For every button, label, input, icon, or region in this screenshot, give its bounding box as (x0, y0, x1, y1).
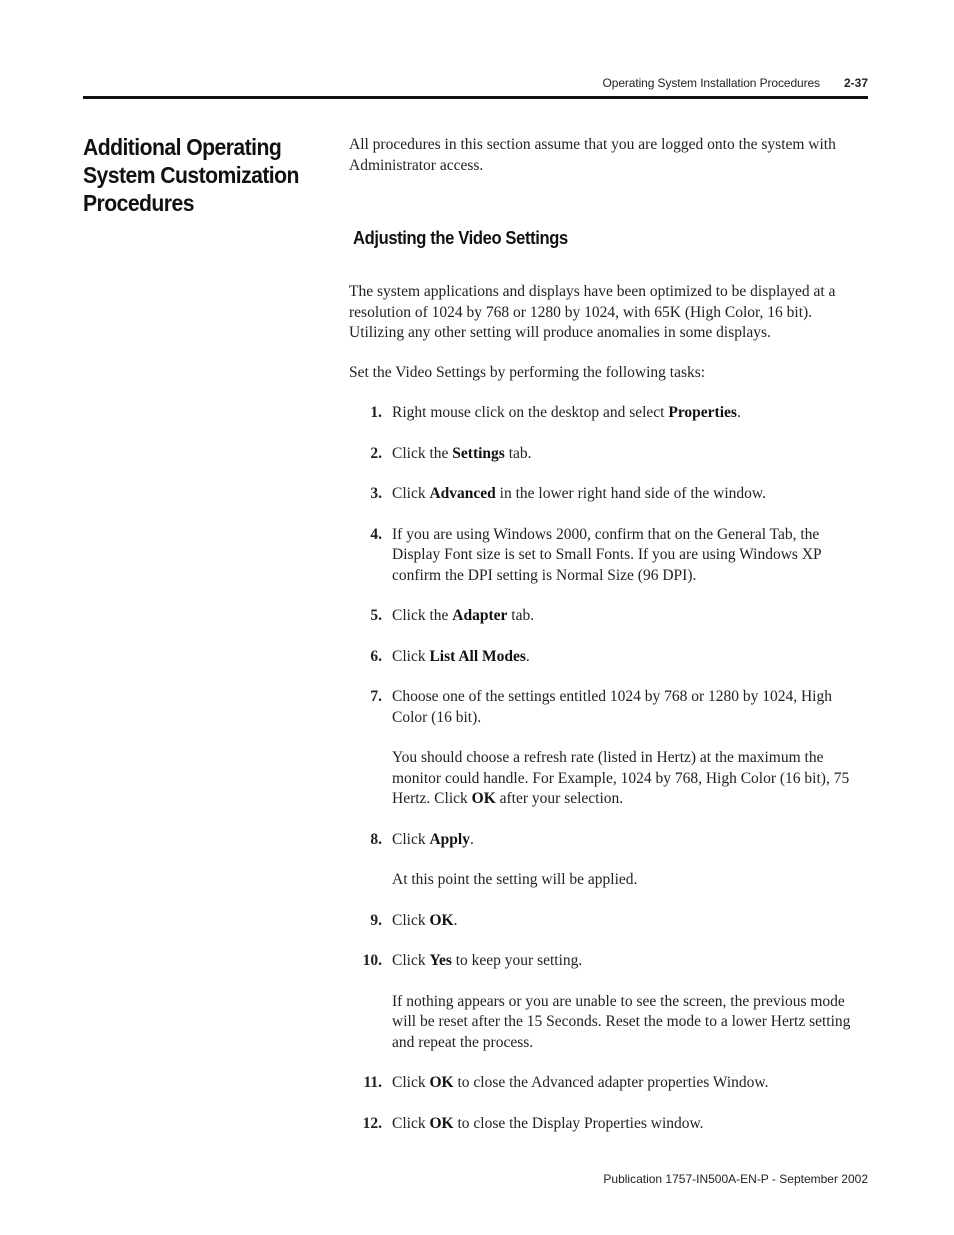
step-text: If you are using Windows 2000, confirm that on the General Tab, the Display Font size is set to Small Fonts. If you are using Windows XP confirm the DPI setting is Normal Size (96 DPI). (392, 525, 822, 584)
step-number: 2. (370, 444, 382, 462)
step-number: 9. (370, 911, 382, 929)
step-note: If nothing appears or you are unable to see the screen, the previous mode will be reset after the 15 Seconds. Reset the mode to a lower Hertz setting and repeat the process. (392, 992, 851, 1051)
step-number: 1. (370, 404, 382, 421)
step-note: At this point the setting will be applied. (392, 871, 638, 888)
step-4 (349, 525, 869, 587)
step-9 (349, 911, 869, 932)
step-3 (349, 484, 869, 505)
step-text: Click Yes to keep your setting. (392, 952, 583, 969)
publication-footer: Publication 1757-IN500A-EN-P - September 2002 (603, 1172, 868, 1186)
step-12 (349, 1114, 869, 1135)
step-text: Click Advanced in the lower right hand side of the window. (392, 485, 766, 502)
step-text: Choose one of the settings entitled 1024 by 768 or 1280 by 1024, High Color (16 bit). (392, 688, 832, 726)
step-text: Click the Settings tab. (392, 444, 532, 462)
step-number: 3. (370, 485, 382, 502)
step-text: Click List All Modes. (392, 647, 530, 665)
step-text: Click OK. (392, 911, 458, 929)
page-number: 2-37 (843, 76, 868, 90)
step-7 (349, 687, 869, 810)
header-title: Operating System Installation Procedures (602, 76, 820, 90)
step-text: Click OK to close the Display Properties window. (392, 1114, 704, 1132)
video-settings-paragraph: The system applications and displays have been optimized to be displayed at a resolution of 1024 by 768 or 1280 by 1024, with 65K (High Color, 16 bit). Utilizing any other setting will produce anomalies in some displays. (349, 283, 836, 341)
running-header (560, 74, 868, 92)
step-number: 10. (362, 952, 382, 969)
step-10 (349, 951, 869, 1053)
step-1 (349, 403, 869, 424)
step-number: 12. (362, 1114, 382, 1132)
step-number: 6. (370, 647, 382, 665)
tasks-intro-paragraph: Set the Video Settings by performing the following tasks: (349, 364, 706, 381)
step-2 (349, 444, 869, 465)
section-heading (83, 133, 304, 217)
procedure-steps (349, 403, 869, 1154)
section-heading-line: Additional Operating (83, 134, 282, 160)
section-heading-line: Procedures (83, 190, 194, 216)
step-number: 7. (370, 688, 382, 705)
step-number: 11. (363, 1074, 382, 1091)
step-text: Right mouse click on the desktop and select Properties. (392, 404, 741, 421)
step-11 (349, 1073, 869, 1094)
header-rule (83, 96, 868, 99)
step-8 (349, 830, 869, 891)
step-number: 4. (370, 525, 382, 543)
step-6 (349, 647, 869, 668)
section-heading-line: System Customization (83, 162, 299, 188)
subsection-heading: Adjusting the Video Settings (353, 228, 568, 248)
step-5 (349, 606, 869, 627)
step-number: 5. (370, 607, 382, 624)
step-text: Click the Adapter tab. (392, 607, 535, 624)
step-text: Click Apply. (392, 830, 474, 848)
step-text: Click OK to close the Advanced adapter properties Window. (392, 1074, 769, 1091)
step-note: You should choose a refresh rate (listed in Hertz) at the maximum the monitor could handle. For Example, 1024 by 768, High Color (16 bit), 75 Hertz. Click OK after your selection. (392, 749, 850, 807)
intro-paragraph: All procedures in this section assume that you are logged onto the system with Administrator access. (349, 136, 836, 174)
step-number: 8. (370, 830, 382, 848)
